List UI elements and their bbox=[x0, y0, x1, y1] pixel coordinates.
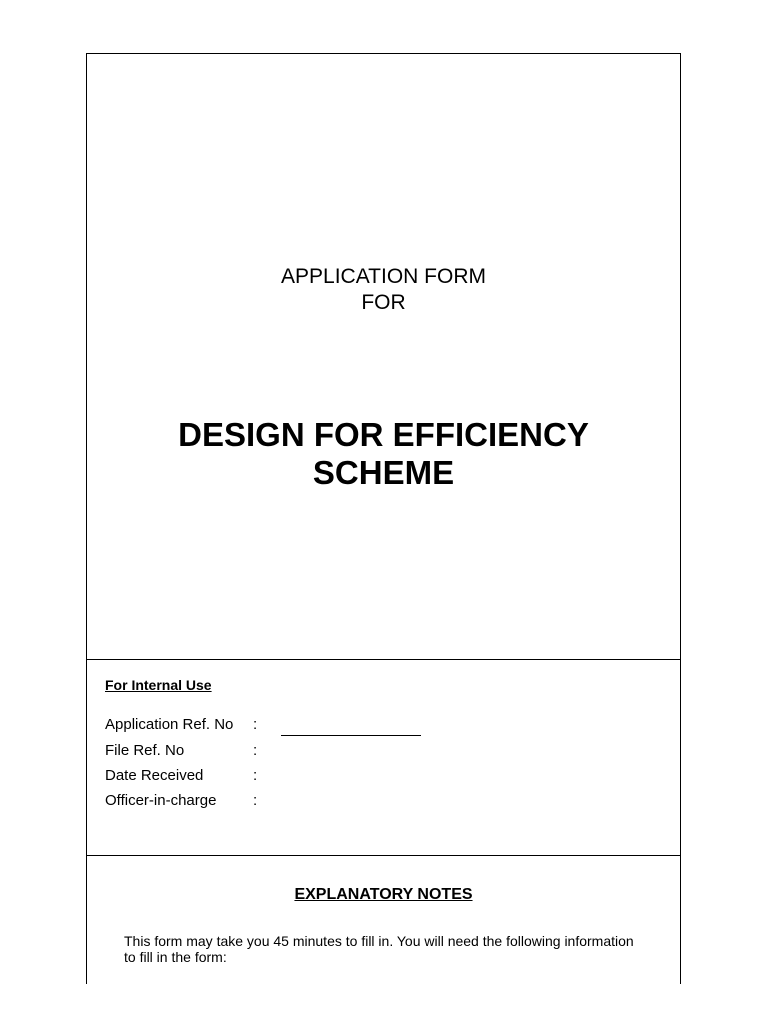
date-received-colon: : bbox=[253, 767, 258, 784]
internal-use-section bbox=[87, 660, 680, 856]
file-ref-colon: : bbox=[253, 742, 258, 759]
application-ref-label: Application Ref. No bbox=[105, 716, 234, 733]
officer-in-charge-label: Officer-in-charge bbox=[105, 792, 217, 809]
application-ref-colon: : bbox=[253, 716, 258, 733]
form-frame bbox=[86, 53, 681, 984]
date-received-label: Date Received bbox=[105, 767, 204, 784]
subtitle-line-1: APPLICATION FORM bbox=[281, 265, 486, 288]
explanatory-notes-body: This form may take you 45 minutes to fill in. You will need the following information to fill in the form: bbox=[124, 933, 634, 965]
explanatory-notes-heading: EXPLANATORY NOTES bbox=[294, 886, 473, 903]
cover-section bbox=[87, 54, 680, 660]
title-line-1: DESIGN FOR EFFICIENCY bbox=[178, 416, 589, 453]
application-ref-field[interactable] bbox=[281, 735, 421, 736]
file-ref-label: File Ref. No bbox=[105, 742, 185, 759]
title-line-2: SCHEME bbox=[312, 454, 455, 491]
explanatory-notes-section bbox=[87, 856, 680, 985]
internal-use-heading: For Internal Use bbox=[105, 677, 212, 693]
subtitle-line-2: FOR bbox=[361, 291, 406, 314]
officer-in-charge-colon: : bbox=[253, 792, 258, 809]
